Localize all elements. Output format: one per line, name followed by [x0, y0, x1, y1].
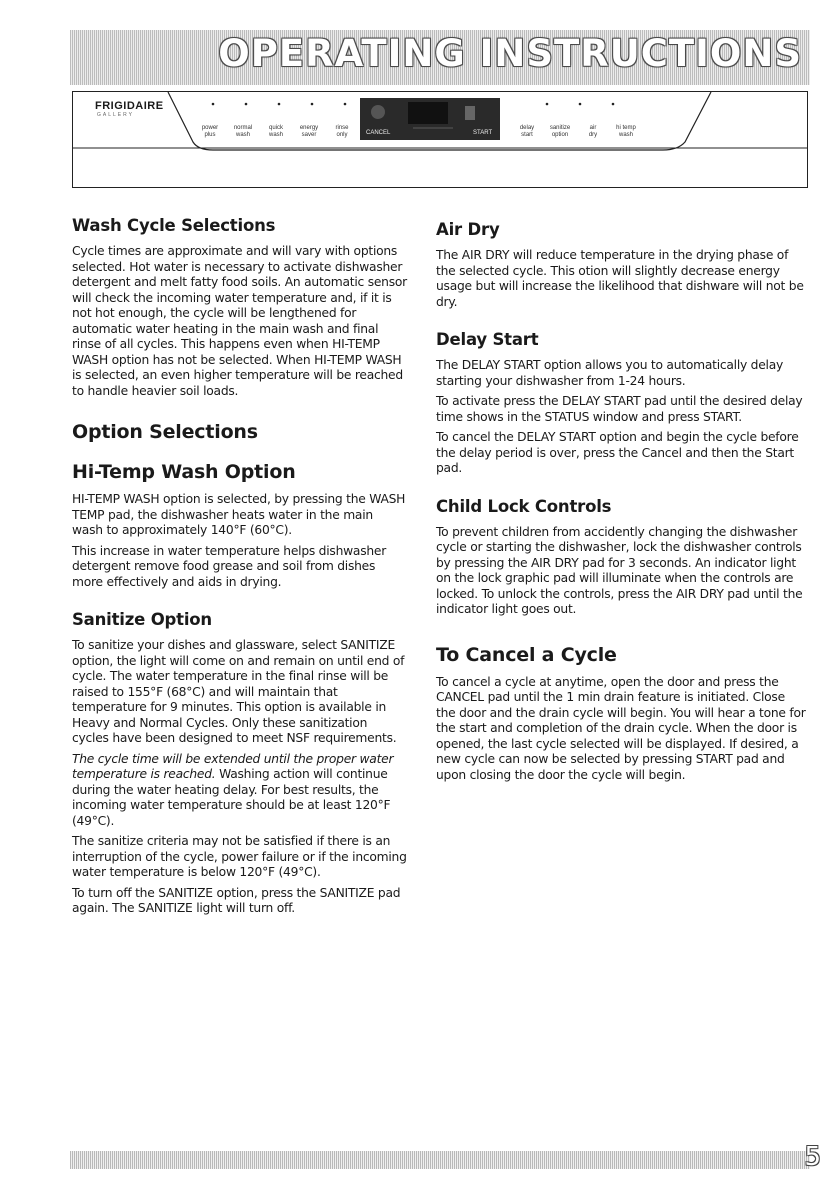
- page-title: OPERATING INSTRUCTIONS: [218, 32, 802, 75]
- wash-cycle-section: [72, 216, 407, 399]
- paragraph: To activate press the DELAY START pad until the desired delay time shows in the STATUS window and press START.: [436, 394, 803, 424]
- section-heading: Child Lock Controls: [436, 496, 612, 516]
- button-label: saver: [301, 132, 317, 138]
- air-dry-section: [436, 220, 806, 310]
- cancel-cycle-section: [436, 644, 806, 784]
- cancel-pad[interactable]: CANCEL: [366, 130, 391, 136]
- button-label: quick: [268, 125, 283, 131]
- button-label: normal: [233, 125, 253, 131]
- paragraph: To cancel a cycle at anytime, open the door and press the CANCEL pad until the 1 min drain feature is initiated. Close the door and the drain cycle will begin. You will hear a tone for the start and completion of the drain cycle. When the door is opened, the last cycle selected will be displayed. If desired, a new cycle can now be selected by pressing START pad and upon closing the door the cycle will begin.: [436, 674, 806, 782]
- start-pad[interactable]: START: [473, 130, 493, 136]
- button-label: start: [521, 132, 533, 138]
- paragraph: [72, 752, 407, 830]
- button-label: wash: [618, 132, 633, 138]
- button-label: air: [589, 125, 597, 131]
- button-label: rinse: [335, 125, 349, 131]
- sub-brand-label: GALLERY: [97, 112, 134, 118]
- delay-start-section: [436, 330, 806, 477]
- control-panel-illustration: [72, 91, 808, 188]
- button-label: wash: [235, 132, 250, 138]
- footer-bar: [70, 1151, 810, 1169]
- header-banner: [70, 30, 810, 85]
- power-plus-button[interactable]: [193, 125, 227, 139]
- hi-temp-wash-button[interactable]: [609, 125, 643, 139]
- hi-temp-section: [72, 461, 407, 590]
- button-label: option: [551, 132, 569, 138]
- button-label: energy: [299, 125, 319, 131]
- button-label: hi temp: [616, 125, 636, 131]
- button-label: sanitize: [549, 125, 571, 131]
- paragraph-text: Washing action will continue during the water heating delay. For best results, the incoming water temperature should be at least 120°F (49°C).: [72, 767, 391, 828]
- left-column: [72, 216, 407, 922]
- rinse-only-button[interactable]: [325, 125, 359, 139]
- section-heading: Hi-Temp Wash Option: [72, 461, 296, 483]
- button-label: only: [336, 132, 348, 138]
- paragraph: HI-TEMP WASH option is selected, by pressing the WASH TEMP pad, the dishwasher heats water in the main wash to approximately 140°F (60°C).: [72, 492, 406, 537]
- right-column: [436, 220, 806, 788]
- quick-wash-button[interactable]: [259, 125, 293, 139]
- paragraph: Cycle times are approximate and will vary with options selected. Hot water is necessary to activate dishwasher detergent and melt fatty food soils. An automatic sensor will check the incoming water temperature and, if it is not hot enough, the cycle will be lengthened for automatic water heating in the main wash and final rinse of all cycles. This happens even when HI-TEMP WASH option has not be selected. When HI-TEMP WASH is selected, an even higher temperature will be reached to handle heavier soil loads.: [72, 244, 407, 398]
- button-label: power: [201, 125, 219, 131]
- normal-wash-button[interactable]: [226, 125, 260, 139]
- button-label: delay: [519, 125, 535, 131]
- button-label: dry: [588, 132, 598, 138]
- energy-saver-button[interactable]: [292, 125, 326, 139]
- panel-drawing: [73, 92, 807, 187]
- sanitize-section: [72, 610, 407, 917]
- air-dry-button[interactable]: [576, 125, 610, 139]
- button-label: plus: [204, 132, 216, 138]
- paragraph: To turn off the SANITIZE option, press the SANITIZE pad again. The SANITIZE light will turn off.: [72, 885, 401, 915]
- child-lock-section: [436, 497, 806, 618]
- paragraph: To prevent children from accidently changing the dishwasher cycle or starting the dishwasher, lock the dishwasher controls by pressing the AIR DRY pad for 3 seconds. An indicator light on the lock graphic pad will illuminate when the controls are locked. To unlock the controls, press the AIR DRY pad until the indicator light goes out.: [436, 524, 803, 616]
- section-heading: Air Dry: [436, 220, 500, 239]
- section-heading: Option Selections: [72, 421, 258, 443]
- brand-logo: FRIGIDAIRE: [95, 100, 164, 112]
- paragraph: The DELAY START option allows you to automatically delay starting your dishwasher from 1-24 hours.: [436, 358, 784, 388]
- paragraph: The sanitize criteria may not be satisfied if there is an interruption of the cycle, power failure or if the incoming water temperature is below 120°F (49°C).: [72, 834, 407, 879]
- section-heading: Wash Cycle Selections: [72, 216, 276, 235]
- delay-start-button[interactable]: [510, 125, 544, 139]
- paragraph: This increase in water temperature helps dishwasher detergent remove food grease and soil from dishes more effectively and aids in drying.: [72, 543, 387, 589]
- paragraph: To sanitize your dishes and glassware, select SANITIZE option, the light will come on and remain on until end of cycle. The water temperature in the final rinse will be raised to 155°F (68°C) and will maintain that temperature for 9 minutes. This option is available in Heavy and Normal Cycles. Only these sanitization cycles have been designed to meet NSF requirements.: [72, 638, 405, 745]
- section-heading: Delay Start: [436, 330, 539, 349]
- italic-note: The cycle time will be extended until the proper water temperature is reached.: [72, 751, 394, 781]
- button-label: wash: [268, 132, 283, 138]
- paragraph: The AIR DRY will reduce temperature in the drying phase of the selected cycle. This otion will slightly decrease energy usage but will increase the likelihood that dishware will not be dry.: [436, 248, 804, 309]
- section-heading: To Cancel a Cycle: [436, 643, 617, 666]
- option-selections-section: [72, 421, 407, 443]
- sanitize-option-button[interactable]: [543, 125, 577, 139]
- page-number: 5: [804, 1142, 821, 1172]
- section-heading: Sanitize Option: [72, 610, 212, 629]
- paragraph: To cancel the DELAY START option and begin the cycle before the delay period is over, press the Cancel and then the Start pad.: [436, 430, 799, 475]
